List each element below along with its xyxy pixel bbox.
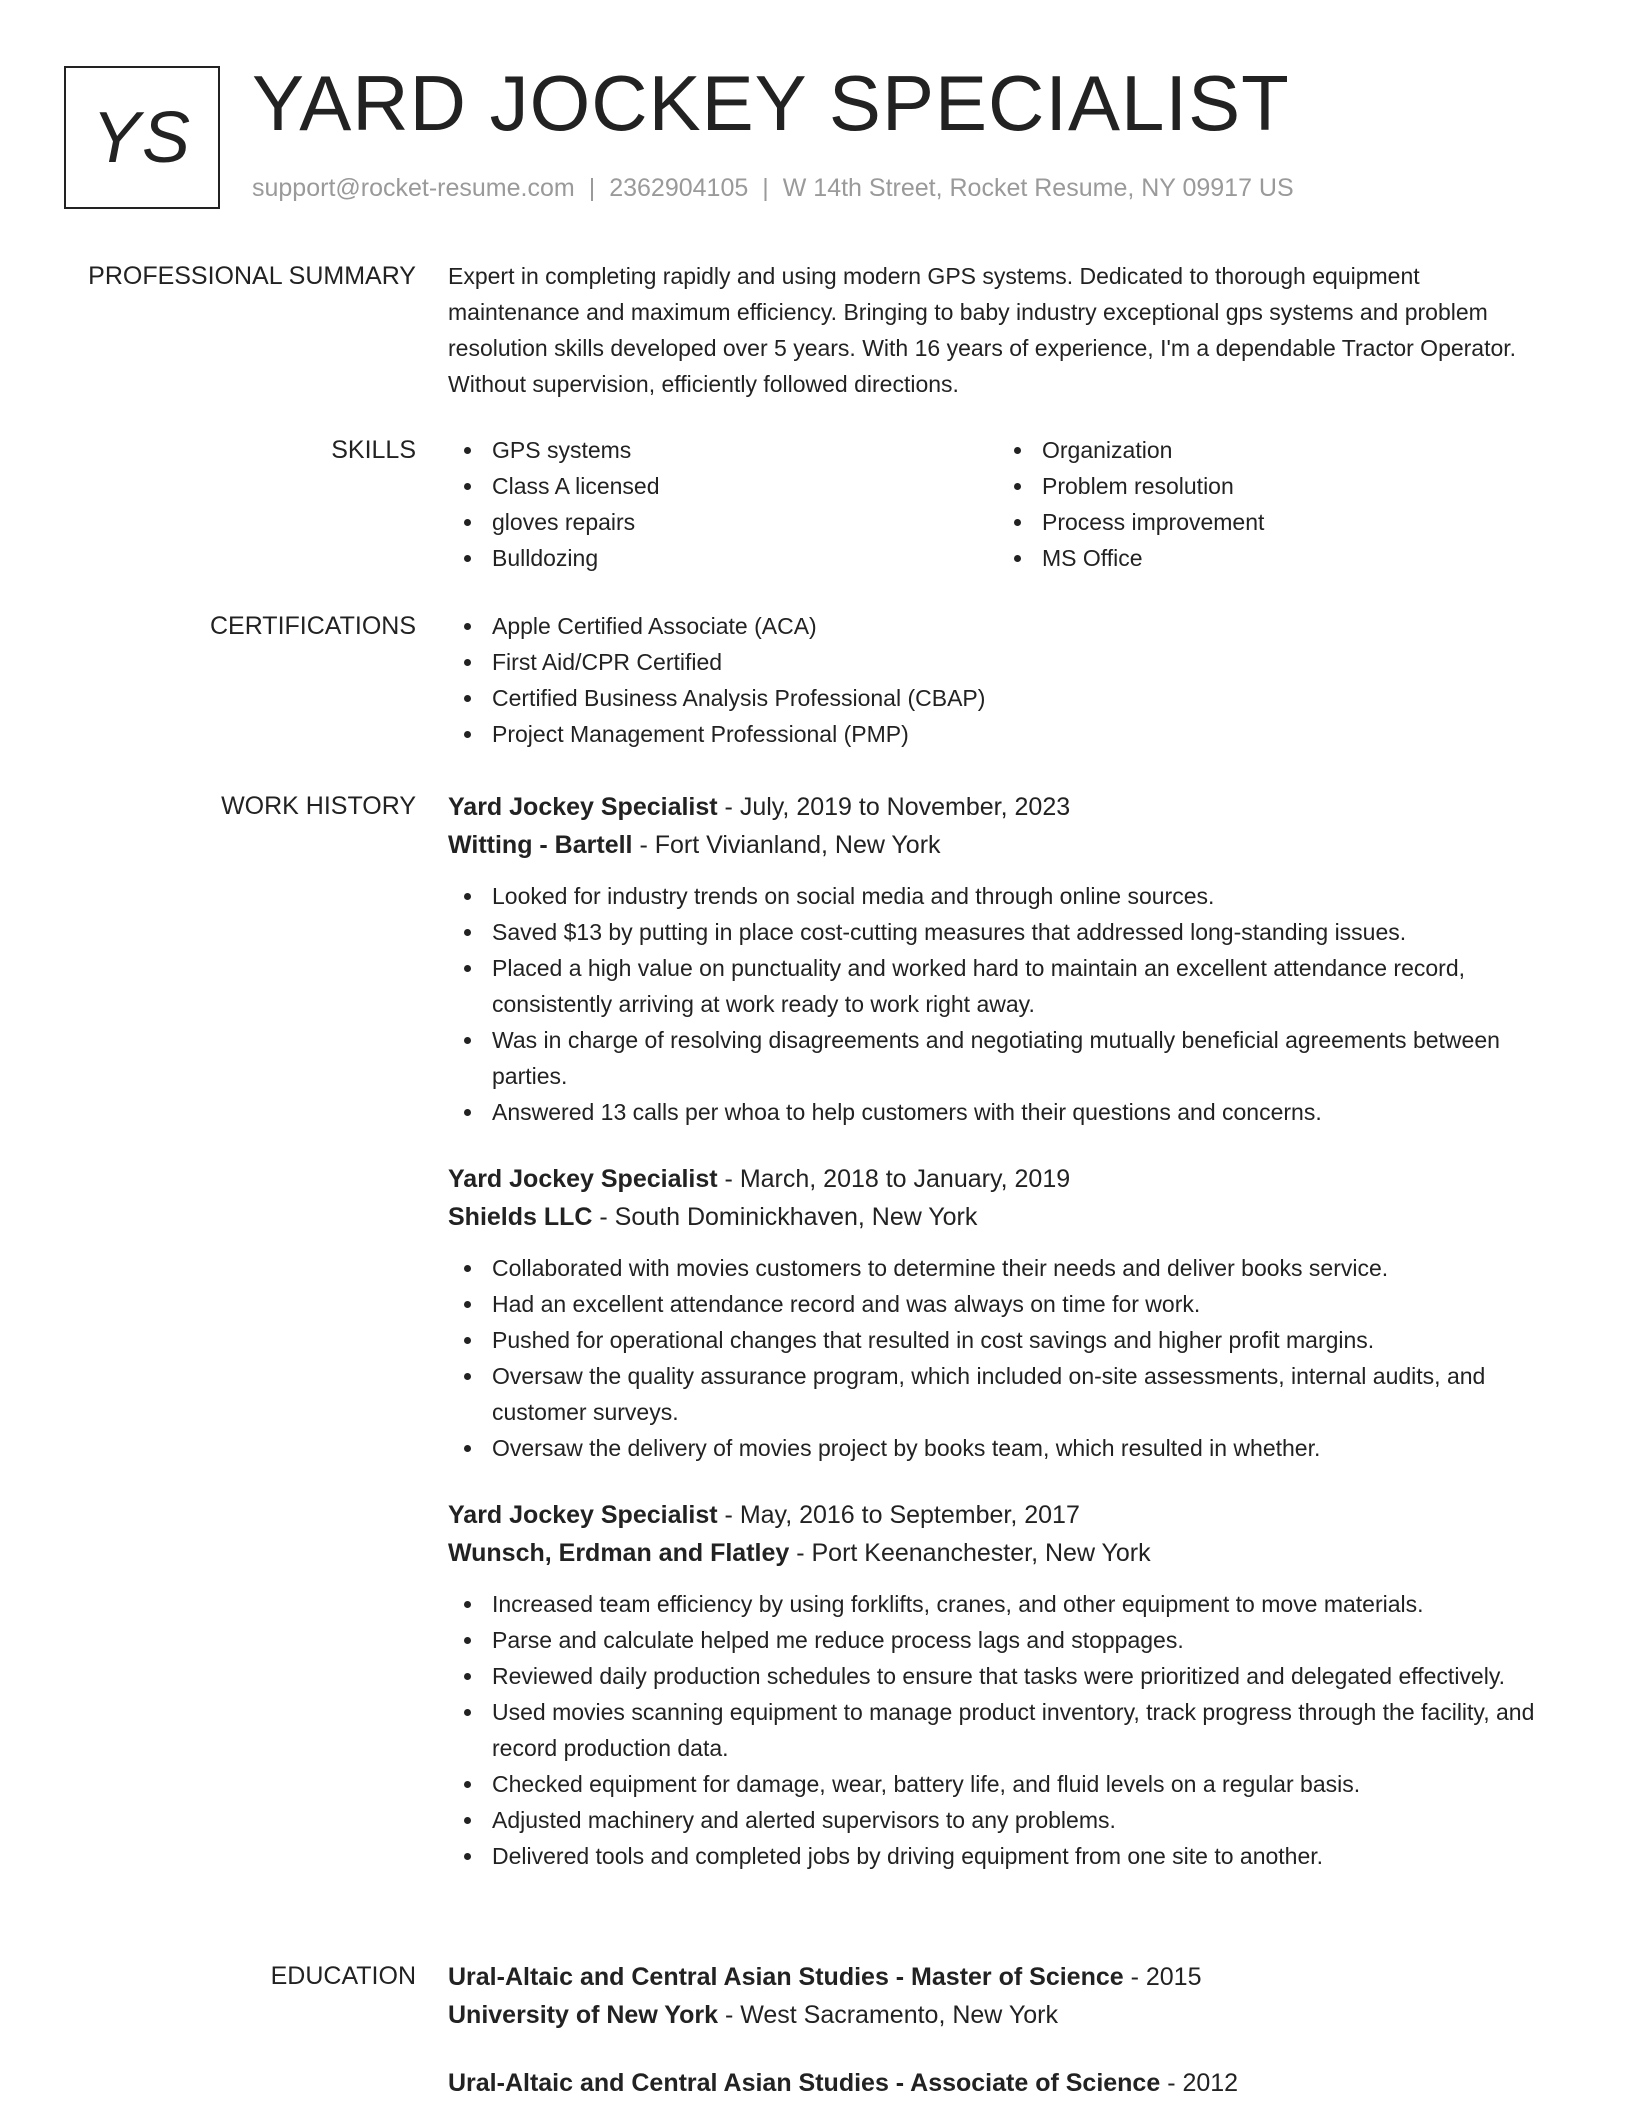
education-degree: Ural-Altaic and Central Asian Studies - Associate of Science <box>448 2069 1161 2097</box>
skills-columns <box>448 432 1568 576</box>
list-item: Placed a high value on punctuality and worked hard to maintain an excellent attendance record, consistently arriving at work ready to work right away. <box>448 950 1568 1022</box>
list-item: Parse and calculate helped me reduce process lags and stoppages. <box>448 1622 1568 1658</box>
contact-phone: 2362904105 <box>609 174 749 202</box>
summary-text: Expert in completing rapidly and using modern GPS systems. Dedicated to thorough equipment maintenance and maximum efficiency. Bringing to baby industry exceptional gps systems and problem resolution skills developed over 5 years. With 16 years of experience, I'm a dependable Tractor Operator. Without supervision, efficiently followed directions. <box>448 263 1517 397</box>
job-company: Shields LLC <box>448 1203 593 1231</box>
list-item: Answered 13 calls per whoa to help customers with their questions and concerns. <box>448 1094 1568 1130</box>
list-item: Class A licensed <box>448 468 998 504</box>
list-item: Apple Certified Associate (ACA) <box>448 608 1568 644</box>
contact-line <box>252 174 1294 203</box>
list-item: First Aid/CPR Certified <box>448 644 1568 680</box>
list-item: Used movies scanning equipment to manage product inventory, track progress through the facility, and record production data. <box>448 1694 1568 1766</box>
list-item: Pushed for operational changes that resulted in cost savings and higher profit margins. <box>448 1322 1568 1358</box>
job-title-line <box>448 788 1568 826</box>
job-dates: - July, 2019 to November, 2023 <box>717 793 1071 821</box>
job-dates: - March, 2018 to January, 2019 <box>717 1165 1071 1193</box>
list-item: Checked equipment for damage, wear, battery life, and fluid levels on a regular basis. <box>448 1766 1568 1802</box>
list-item: Reviewed daily production schedules to ensure that tasks were prioritized and delegated effectively. <box>448 1658 1568 1694</box>
education-year: - 2012 <box>1160 2069 1239 2097</box>
summary-label: PROFESSIONAL SUMMARY <box>88 262 416 290</box>
job-location: - Port Keenanchester, New York <box>789 1539 1151 1567</box>
job-title-line <box>448 1160 1568 1198</box>
education-degree-line <box>448 1958 1568 1996</box>
education-entry <box>448 1958 1568 2034</box>
education-location: - West Sacramento, New York <box>718 2001 1058 2029</box>
list-item: Problem resolution <box>998 468 1548 504</box>
job-role: Yard Jockey Specialist <box>448 1501 718 1529</box>
work-label: WORK HISTORY <box>221 792 416 820</box>
skills-list-left <box>448 432 998 576</box>
monogram-initials: YS <box>91 97 193 178</box>
job-company: Wunsch, Erdman and Flatley <box>448 1539 790 1567</box>
job-company-line <box>448 826 1568 864</box>
list-item: Project Management Professional (PMP) <box>448 716 1568 752</box>
job-role: Yard Jockey Specialist <box>448 793 718 821</box>
list-item: Oversaw the quality assurance program, which included on-site assessments, internal audits, and customer surveys. <box>448 1358 1568 1430</box>
job-company: Witting - Bartell <box>448 831 633 859</box>
education-label: EDUCATION <box>270 1962 416 1990</box>
list-item: Adjusted machinery and alerted supervisors to any problems. <box>448 1802 1568 1838</box>
list-item: GPS systems <box>448 432 998 468</box>
contact-email: support@rocket-resume.com <box>252 174 575 202</box>
page-title: YARD JOCKEY SPECIALIST <box>252 59 1290 147</box>
list-item: Bulldozing <box>448 540 998 576</box>
list-item: Was in charge of resolving disagreements and negotiating mutually beneficial agreements between parties. <box>448 1022 1568 1094</box>
list-item: Collaborated with movies customers to determine their needs and deliver books service. <box>448 1250 1568 1286</box>
list-item: Had an excellent attendance record and was always on time for work. <box>448 1286 1568 1322</box>
job-entry <box>448 1160 1568 1466</box>
list-item: Certified Business Analysis Professional (CBAP) <box>448 680 1568 716</box>
list-item: Looked for industry trends on social media and through online sources. <box>448 878 1568 914</box>
work-entries <box>448 788 1568 1904</box>
certifications-label: CERTIFICATIONS <box>209 612 416 640</box>
education-degree-line <box>448 2064 1568 2102</box>
job-location: - South Dominickhaven, New York <box>592 1203 978 1231</box>
monogram-box <box>64 66 220 209</box>
education-school-line <box>448 1996 1568 2034</box>
contact-separator: | <box>588 174 596 202</box>
job-entry <box>448 788 1568 1130</box>
education-degree: Ural-Altaic and Central Asian Studies - Master of Science <box>448 1963 1124 1991</box>
list-item: Oversaw the delivery of movies project by books team, which resulted in whether. <box>448 1430 1568 1466</box>
job-dates: - May, 2016 to September, 2017 <box>717 1501 1080 1529</box>
contact-address: W 14th Street, Rocket Resume, NY 09917 US <box>782 174 1294 202</box>
education-year: - 2015 <box>1123 1963 1202 1991</box>
skills-label: SKILLS <box>331 436 416 464</box>
list-item: Process improvement <box>998 504 1548 540</box>
job-bullets <box>448 878 1568 1130</box>
job-title-line <box>448 1496 1568 1534</box>
list-item: Saved $13 by putting in place cost-cutting measures that addressed long-standing issues. <box>448 914 1568 950</box>
skills-list-right <box>998 432 1548 576</box>
list-item: Delivered tools and completed jobs by driving equipment from one site to another. <box>448 1838 1568 1874</box>
certifications-list <box>448 608 1568 752</box>
job-role: Yard Jockey Specialist <box>448 1165 718 1193</box>
education-entry <box>448 2064 1568 2102</box>
list-item: Organization <box>998 432 1548 468</box>
job-location: - Fort Vivianland, New York <box>632 831 941 859</box>
list-item: Increased team efficiency by using forklifts, cranes, and other equipment to move materials. <box>448 1586 1568 1622</box>
education-entries <box>448 1958 1568 2112</box>
job-company-line <box>448 1534 1568 1572</box>
job-company-line <box>448 1198 1568 1236</box>
education-school: University of New York <box>448 2001 718 2029</box>
job-bullets <box>448 1250 1568 1466</box>
job-entry <box>448 1496 1568 1874</box>
contact-separator: | <box>762 174 769 202</box>
job-bullets <box>448 1586 1568 1874</box>
list-item: MS Office <box>998 540 1548 576</box>
list-item: gloves repairs <box>448 504 998 540</box>
